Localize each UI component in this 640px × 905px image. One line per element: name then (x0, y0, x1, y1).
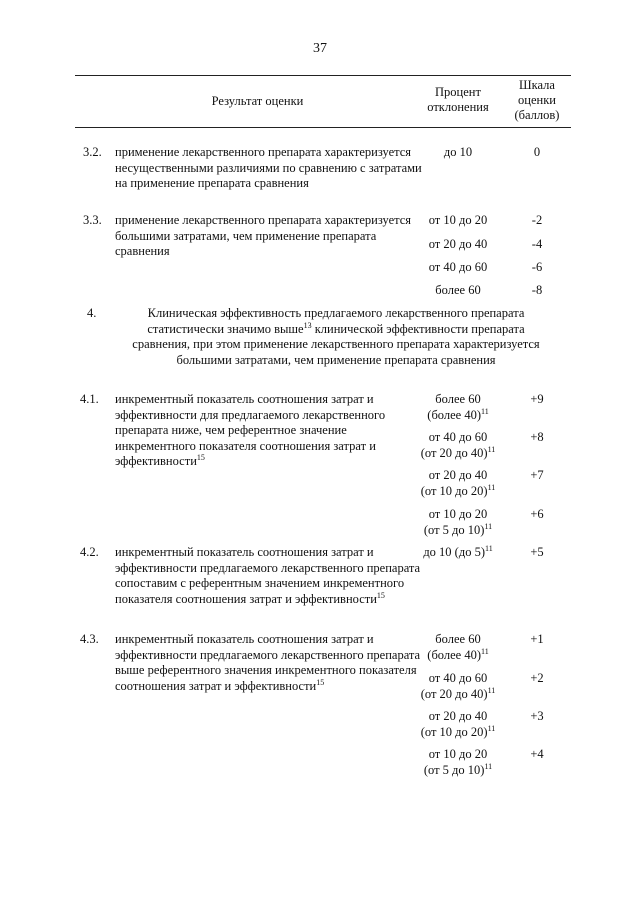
score-value: +4 (530, 747, 544, 761)
percent-value: от 10 до 20 (от 5 до 10)$^{11}$ (423, 507, 493, 537)
percent-value: от 40 до 60 (от 20 до 40)$^{11}$ (420, 671, 496, 701)
score-value: +5 (530, 545, 544, 559)
row-description: применение лекарственного препарата характеризуется большими затратами, чем применение препарата сравнения (115, 213, 412, 258)
page-number: 37 (313, 41, 327, 56)
score-value: +7 (530, 468, 544, 482)
percent-value: от 10 до 20 (от 5 до 10)$^{11}$ (423, 747, 493, 777)
row-description: инкрементный показатель соотношения затрат и эффективности предлагаемого лекарственного препарата выше референтного значения инкрементного показателя соотношения затрат и эффективности$^{15}$ (115, 632, 421, 693)
row-number: 3.3. (83, 213, 102, 227)
section-number: 4. (87, 306, 97, 320)
percent-value: до 10 (до 5)$^{11}$ (423, 544, 493, 559)
score-value: +1 (530, 632, 544, 646)
footnote-ref: 15 (316, 677, 325, 687)
score-value: +9 (530, 392, 544, 406)
score-value: +3 (530, 709, 544, 723)
percent-value: от 40 до 60 (от 20 до 40)$^{11}$ (420, 430, 496, 460)
row-number: 4.3. (80, 632, 99, 646)
score-value: -8 (531, 283, 543, 297)
section-title: Клиническая эффективность предлагаемого лекарственного препарата статистически значимо выше$^{13}$ клинической эффективности препарата сравнения, при этом применение лекарственного препарата характеризуется большими затратами, чем применение препарата сравнения (132, 306, 540, 367)
score-value: -2 (531, 213, 543, 227)
percent-value: до 10 (443, 145, 473, 159)
row-description: инкрементный показатель соотношения затрат и эффективности для предлагаемого лекарственного препарата ниже, чем референтное значение инкрементного показателя соотношения затрат и эффективности$^{15}$ (115, 392, 386, 468)
header-percent: Процент отклонения (427, 85, 489, 114)
percent-value: от 40 до 60 (428, 260, 488, 274)
score-value: 0 (533, 145, 541, 159)
percent-value: более 60 (более 40)$^{11}$ (427, 632, 489, 662)
footnote-ref: 13 (303, 320, 312, 330)
row-number: 4.2. (80, 545, 99, 559)
row-number: 3.2. (83, 145, 102, 159)
percent-value: от 10 до 20 (428, 213, 488, 227)
table-top-border (75, 75, 571, 76)
percent-value: от 20 до 40 (428, 237, 488, 251)
footnote-ref: 15 (196, 453, 205, 462)
percent-value: более 60 (более 40)$^{11}$ (427, 392, 489, 422)
row-description: инкрементный показатель соотношения затрат и эффективности предлагаемого лекарственного препарата сопоставим с референтным значением инкрементного показателя соотношения затрат и эффективности$^{15}$ (115, 545, 421, 606)
row-number: 4.1. (80, 392, 99, 406)
score-value: +8 (530, 430, 544, 444)
score-value: -4 (531, 237, 543, 251)
score-value: +2 (530, 671, 544, 685)
score-value: +6 (530, 507, 544, 521)
score-value: -6 (531, 260, 543, 274)
row-description: применение лекарственного препарата характеризуется несущественными различиями по сравнению с затратами на применение препарата сравнения (115, 145, 422, 190)
header-scale: Шкала оценки (баллов) (514, 78, 560, 122)
footnote-ref: 15 (376, 590, 385, 600)
percent-value: от 20 до 40 (от 10 до 20)$^{11}$ (420, 709, 496, 739)
percent-value: более 60 (435, 283, 481, 297)
header-bottom-border (75, 127, 571, 128)
percent-value: от 20 до 40 (от 10 до 20)$^{11}$ (420, 468, 496, 498)
header-result: Результат оценки (211, 94, 304, 108)
